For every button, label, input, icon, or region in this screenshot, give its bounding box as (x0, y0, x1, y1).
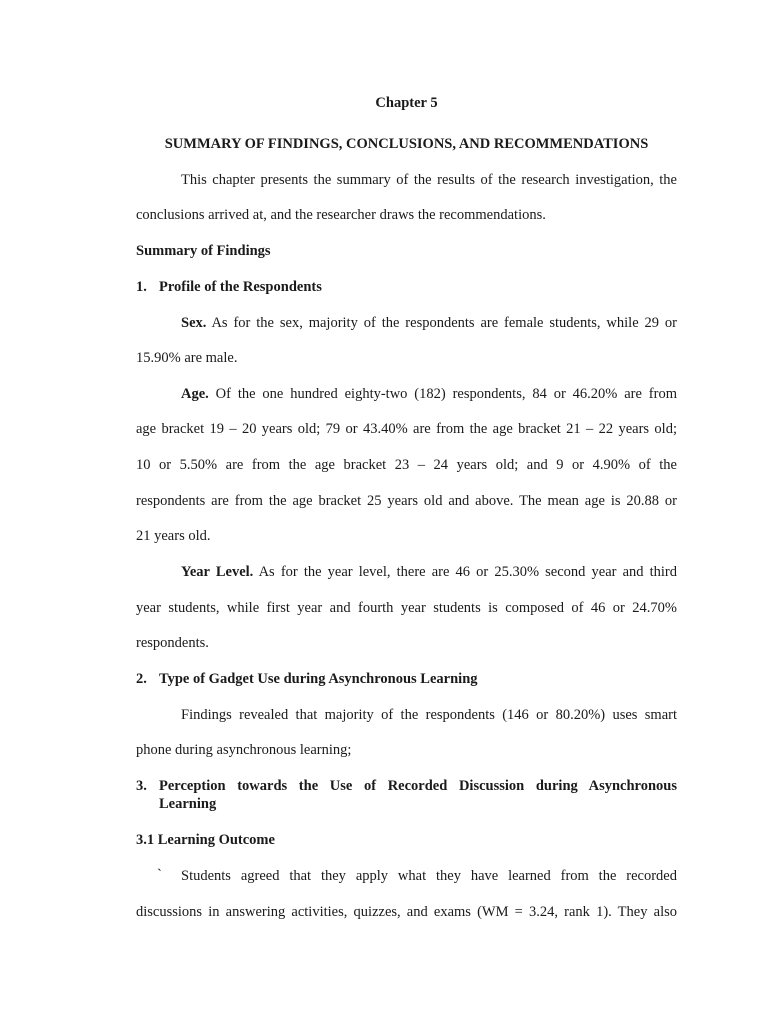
gadget-line-1: Findings revealed that majority of the respondents (146 or 80.20%) uses smart (181, 707, 677, 723)
age-line-3: 10 or 5.50% are from the age bracket 23 – 24 years old; and 9 or 4.90% of the (136, 457, 677, 473)
sex-line-2: 15.90% are male. (136, 350, 238, 366)
year-line-1 (181, 563, 677, 581)
section-2-title: Type of Gadget Use during Asynchronous Learning (159, 671, 478, 687)
chapter-label: Chapter 5 (375, 95, 438, 111)
section-3-title-line-2: Learning (159, 796, 217, 812)
age-line-4: respondents are from the age bracket 25 years old and above. The mean age is 20.88 or (136, 493, 677, 509)
age-text-1: Of the one hundred eighty-two (182) respondents, 84 or 46.20% are from (208, 386, 677, 402)
section-2-number: 2. (136, 671, 147, 687)
age-line-1 (181, 385, 677, 403)
subsection-3-1-heading: 3.1 Learning Outcome (136, 832, 275, 848)
age-label: Age. (181, 386, 209, 402)
sex-text-1: As for the sex, majority of the respondents are female students, while 29 or (206, 315, 677, 331)
gadget-line-2: phone during asynchronous learning; (136, 742, 352, 758)
chapter-title: SUMMARY OF FINDINGS, CONCLUSIONS, AND RECOMMENDATIONS (164, 136, 649, 152)
age-line-2: age bracket 19 – 20 years old; 79 or 43.40% are from the age bracket 21 – 22 years old; (136, 421, 677, 437)
section-1-title: Profile of the Respondents (159, 279, 322, 295)
summary-heading: Summary of Findings (136, 243, 271, 259)
section-1-number: 1. (136, 279, 147, 295)
sex-label: Sex. (181, 315, 207, 331)
outcome-line-2: discussions in answering activities, quizzes, and exams (WM = 3.24, rank 1). They also (136, 904, 677, 920)
age-line-5: 21 years old. (136, 528, 211, 544)
year-line-2: year students, while first year and fourth year students is composed of 46 or 24.70% (136, 600, 677, 616)
stray-tick-mark: ` (157, 867, 162, 883)
intro-line-1: This chapter presents the summary of the results of the research investigation, the (181, 172, 677, 188)
section-1-heading (136, 278, 677, 296)
outcome-line-1: Students agreed that they apply what they have learned from the recorded (181, 868, 677, 884)
year-label: Year Level. (181, 564, 254, 580)
year-line-3: respondents. (136, 635, 209, 651)
intro-line-2: conclusions arrived at, and the researcher draws the recommendations. (136, 207, 546, 223)
section-3-number: 3. (136, 778, 147, 794)
sex-line-1 (181, 314, 677, 332)
year-text-1: As for the year level, there are 46 or 25.30% second year and third (253, 564, 677, 580)
section-3-title-line-1: Perception towards the Use of Recorded Discussion during Asynchronous (159, 778, 677, 794)
section-2-heading (136, 670, 677, 688)
